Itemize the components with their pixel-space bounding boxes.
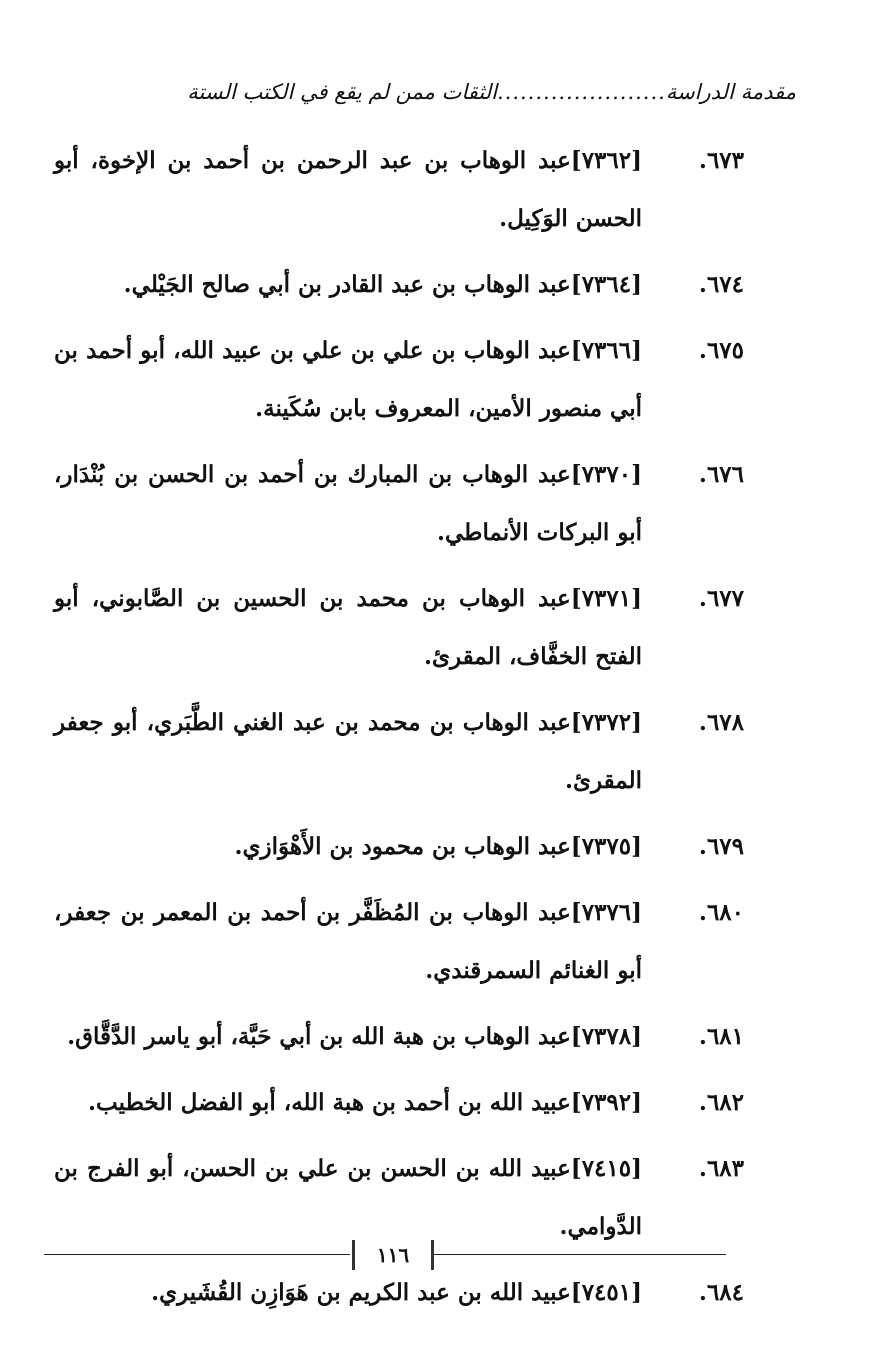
entry-text: عبيد الله بن عبد الكريم بن هَوَازِن القُشَيري.	[151, 1279, 571, 1306]
list-item	[54, 446, 744, 562]
list-item	[54, 570, 744, 686]
entry-reference: [٧٣٧١]	[570, 585, 642, 612]
entry-number: ٦٧٧.	[698, 585, 744, 612]
list-item	[54, 818, 744, 876]
entry-number: ٦٧٤.	[698, 271, 744, 298]
list-item	[54, 1074, 744, 1132]
entry-text: عبيد الله بن الحسن بن علي بن الحسن، أبو الفرج بن الدَّوامي.	[54, 1155, 642, 1240]
entry-number: ٦٨٤.	[698, 1279, 744, 1306]
list-item	[54, 884, 744, 1000]
entry-text: عبد الوهاب بن محمد بن عبد الغني الطَّبَري، أبو جعفر المقرئ.	[54, 709, 642, 794]
header-book-title: الثقات ممن لم يقع في الكتب الستة	[187, 80, 497, 104]
entry-number: ٦٧٨.	[698, 709, 744, 736]
entry-number: ٦٨٢.	[698, 1089, 744, 1116]
header-leader-dots: ......................	[496, 80, 666, 104]
entry-text: عبد الوهاب بن المبارك بن أحمد بن الحسن بن بُنْدَار، أبو البركات الأنماطي.	[54, 461, 642, 546]
list-item	[54, 1140, 744, 1256]
list-item	[54, 1008, 744, 1066]
entry-number: ٦٧٦.	[698, 461, 744, 488]
footer-rule-left	[44, 1254, 350, 1255]
entry-reference: [٧٣٦٦]	[570, 337, 642, 364]
entry-text: عبد الوهاب بن عبد القادر بن أبي صالح الجَيْلي.	[123, 271, 571, 298]
entry-reference: [٧٣٩٢]	[570, 1089, 642, 1116]
footer-rule-right	[434, 1254, 726, 1255]
entry-number: ٦٨٠.	[698, 899, 744, 926]
narrator-list	[54, 132, 744, 1330]
entry-text: عبد الوهاب بن علي بن علي بن عبيد الله، أبو أحمد بن أبي منصور الأمين، المعروف بابن سُكَينة.	[54, 337, 642, 422]
entry-text: عبد الوهاب بن محمد بن الحسين بن الصَّابوني، أبو الفتح الخفَّاف، المقرئ.	[54, 585, 642, 670]
header-section-title: مقدمة الدراسة	[665, 80, 796, 104]
list-item	[54, 322, 744, 438]
entry-reference: [٧٣٧٥]	[570, 833, 642, 860]
list-item	[54, 256, 744, 314]
entry-text: عبد الوهاب بن هبة الله بن أبي حَبَّة، أبو ياسر الدَّقَّاق.	[67, 1023, 571, 1050]
entry-reference: [٧٣٦٢]	[570, 147, 642, 174]
list-item	[54, 132, 744, 248]
entry-number: ٦٨٣.	[698, 1155, 744, 1182]
entry-reference: [٧٣٧٠]	[570, 461, 642, 488]
entry-number: ٦٨١.	[698, 1023, 744, 1050]
entry-text: عبيد الله بن أحمد بن هبة الله، أبو الفضل الخطيب.	[88, 1089, 571, 1116]
entry-reference: [٧٣٧٢]	[570, 709, 642, 736]
page-number: ١١٦	[352, 1240, 434, 1270]
entry-text: عبد الوهاب بن عبد الرحمن بن أحمد بن الإخوة، أبو الحسن الوَكِيل.	[54, 147, 642, 232]
entry-number: ٦٧٥.	[698, 337, 744, 364]
entry-reference: [٧٣٧٦]	[570, 899, 642, 926]
list-item	[54, 1264, 744, 1322]
entry-text: عبد الوهاب بن المُظَفَّر بن أحمد بن المعمر بن جعفر، أبو الغنائم السمرقندي.	[54, 899, 642, 984]
entry-reference: [٧٣٧٨]	[570, 1023, 642, 1050]
page-footer	[44, 1240, 726, 1270]
running-header	[76, 80, 796, 104]
list-item	[54, 694, 744, 810]
entry-reference: [٧٤٥١]	[570, 1279, 642, 1306]
entry-reference: [٧٣٦٤]	[570, 271, 642, 298]
entry-number: ٦٧٩.	[698, 833, 744, 860]
entry-text: عبد الوهاب بن محمود بن الأَهْوَازي.	[234, 833, 571, 860]
entry-number: ٦٧٣.	[698, 147, 744, 174]
entry-reference: [٧٤١٥]	[570, 1155, 642, 1182]
